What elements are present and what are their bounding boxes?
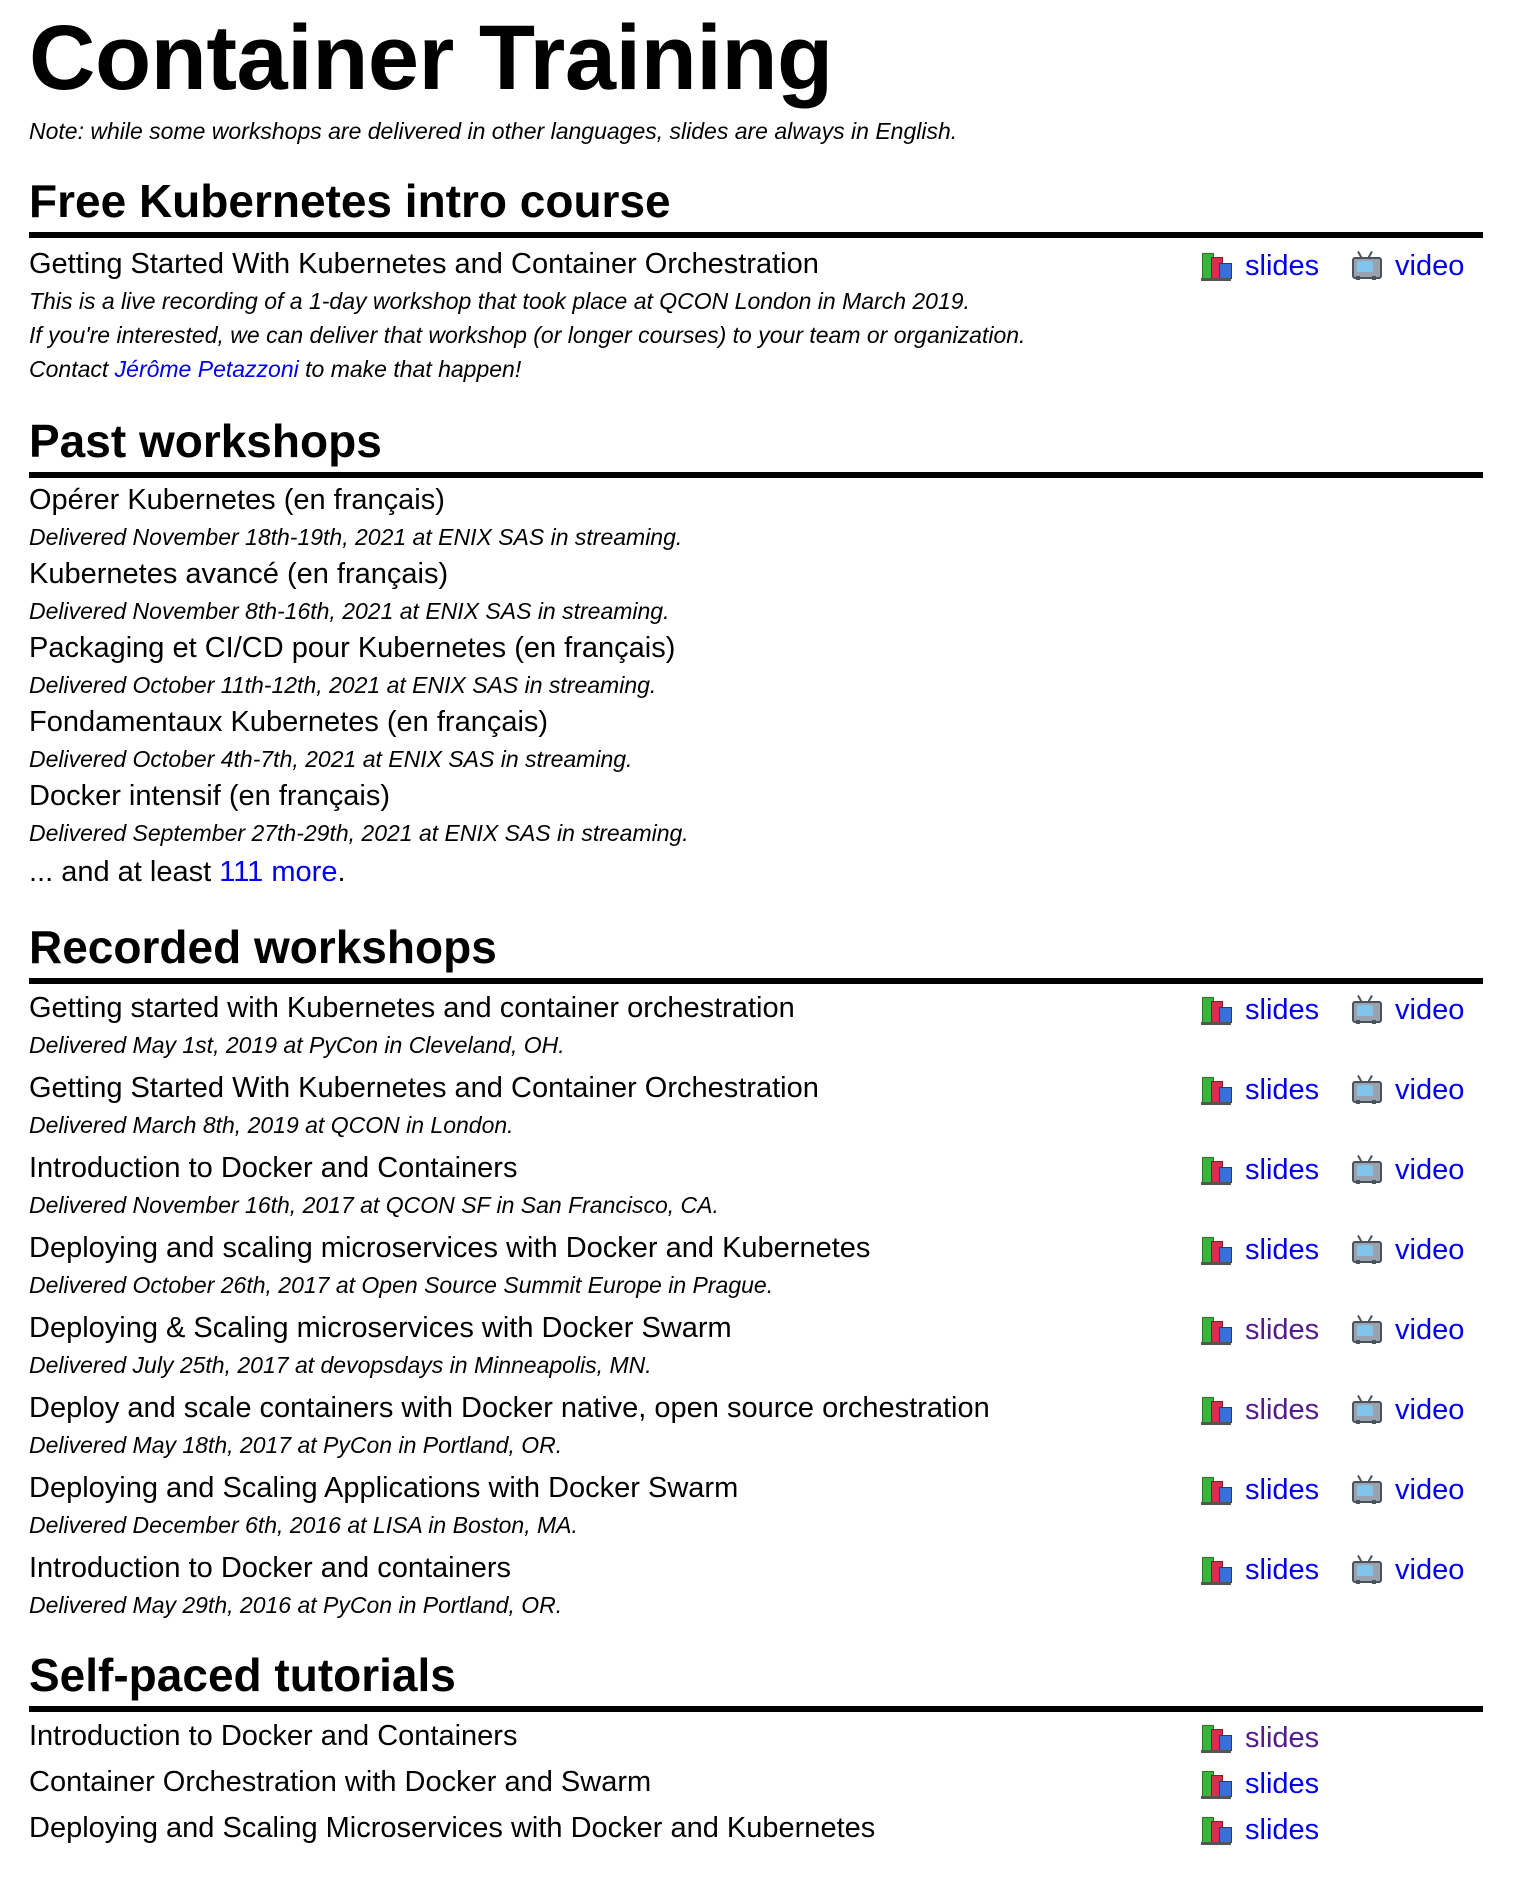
books-icon [1201,995,1231,1025]
recorded-desc: Delivered October 26th, 2017 at Open Source Summit Europe in Prague. [29,1272,774,1298]
free-course-links [1201,244,1483,286]
recorded-desc: Delivered May 1st, 2019 at PyCon in Cleveland, OH. [29,1032,565,1058]
books-icon [1201,251,1231,281]
list-item [29,554,1483,628]
free-course-line2: If you're interested, we can deliver that workshop (or longer courses) to your team or organization. [29,322,1026,348]
video-label: video [1395,250,1465,282]
slides-link[interactable] [1201,1390,1351,1430]
selfpaced-title: Container Orchestration with Docker and Swarm [29,1766,652,1798]
table-row [29,1808,1483,1854]
slides-label: slides [1245,1768,1320,1800]
tv-icon [1351,1475,1381,1505]
video-link[interactable] [1351,1390,1464,1430]
free-course-section [29,174,1483,386]
past-section [29,414,1483,892]
tv-icon [1351,1155,1381,1185]
contact-post: to make that happen! [298,356,522,382]
recorded-title: Deploying and scaling microservices with Docker and Kubernetes [29,1232,871,1264]
slides-label: slides [1245,1474,1320,1506]
video-label: video [1395,994,1465,1026]
tv-icon [1351,1395,1381,1425]
recorded-section [29,920,1483,1628]
recorded-desc: Delivered December 6th, 2016 at LISA in Boston, MA. [29,1512,578,1538]
video-label: video [1395,1314,1465,1346]
tv-icon [1351,1075,1381,1105]
slides-link[interactable] [1201,246,1351,286]
tv-icon [1351,995,1381,1025]
books-icon [1201,1155,1231,1185]
table-row [29,1308,1483,1388]
selfpaced-list [29,1716,1483,1854]
list-item [29,776,1483,850]
free-course-row [29,244,1483,386]
slides-label: slides [1245,1314,1320,1346]
recorded-desc: Delivered May 29th, 2016 at PyCon in Portland, OR. [29,1592,563,1618]
video-link[interactable] [1351,1470,1464,1510]
books-icon [1201,1235,1231,1265]
selfpaced-section [29,1648,1483,1854]
past-list [29,480,1483,892]
selfpaced-heading: Self-paced tutorials [29,1648,1483,1712]
slides-link[interactable] [1201,1070,1351,1110]
video-link[interactable] [1351,1150,1464,1190]
past-title: Fondamentaux Kubernetes (en français) [29,706,549,738]
past-title: Kubernetes avancé (en français) [29,558,449,590]
books-icon [1201,1315,1231,1345]
tv-icon [1351,1315,1381,1345]
video-link[interactable] [1351,1310,1464,1350]
recorded-desc: Delivered July 25th, 2017 at devopsdays in Minneapolis, MN. [29,1352,652,1378]
slides-link[interactable] [1201,1150,1351,1190]
slides-link[interactable] [1201,1718,1351,1758]
tv-icon [1351,1235,1381,1265]
recorded-title: Deploy and scale containers with Docker native, open source orchestration [29,1392,990,1424]
books-icon [1201,1723,1231,1753]
recorded-heading: Recorded workshops [29,920,1483,984]
video-label: video [1395,1554,1465,1586]
table-row [29,1762,1483,1808]
video-link[interactable] [1351,990,1464,1030]
slides-label: slides [1245,1722,1320,1754]
page-title: Container Training [29,7,833,109]
free-course-title: Getting Started With Kubernetes and Container Orchestration [29,248,819,280]
recorded-title: Deploying and Scaling Applications with Docker Swarm [29,1472,739,1504]
tv-icon [1351,251,1381,281]
past-desc: Delivered October 11th-12th, 2021 at ENIX SAS in streaming. [29,672,657,698]
video-label: video [1395,1234,1465,1266]
slides-label: slides [1245,1814,1320,1846]
slides-label: slides [1245,1234,1320,1266]
table-row [29,1148,1483,1228]
contact-pre: Contact [29,356,115,382]
past-title: Packaging et CI/CD pour Kubernetes (en français) [29,632,676,664]
past-heading: Past workshops [29,414,1483,478]
slides-link[interactable] [1201,1550,1351,1590]
past-desc: Delivered October 4th-7th, 2021 at ENIX SAS in streaming. [29,746,633,772]
video-link[interactable] [1351,1550,1464,1590]
contact-link[interactable]: Jérôme Petazzoni [114,356,299,382]
table-row [29,1388,1483,1468]
selfpaced-title: Introduction to Docker and Containers [29,1720,518,1752]
recorded-title: Getting Started With Kubernetes and Container Orchestration [29,1072,819,1104]
past-desc: Delivered November 8th-16th, 2021 at ENIX SAS in streaming. [29,598,670,624]
video-link[interactable] [1351,246,1464,286]
more-link[interactable]: 111 more [219,856,338,888]
table-row [29,1228,1483,1308]
books-icon [1201,1815,1231,1845]
past-desc: Delivered November 18th-19th, 2021 at ENIX SAS in streaming. [29,524,683,550]
slides-link[interactable] [1201,1230,1351,1270]
list-item [29,702,1483,776]
list-item [29,628,1483,702]
slides-link[interactable] [1201,990,1351,1030]
slides-link[interactable] [1201,1764,1351,1804]
slides-link[interactable] [1201,1470,1351,1510]
table-row [29,1468,1483,1548]
recorded-title: Getting started with Kubernetes and container orchestration [29,992,795,1024]
recorded-title: Introduction to Docker and Containers [29,1152,518,1184]
language-note: Note: while some workshops are delivered in other languages, slides are always in English. [29,118,958,144]
books-icon [1201,1555,1231,1585]
slides-link[interactable] [1201,1810,1351,1850]
past-title: Opérer Kubernetes (en français) [29,484,445,516]
slides-label: slides [1245,1154,1320,1186]
recorded-title: Introduction to Docker and containers [29,1552,511,1584]
table-row [29,1548,1483,1628]
more-pre: ... and at least [29,856,220,888]
video-link[interactable] [1351,1070,1464,1110]
books-icon [1201,1075,1231,1105]
free-course-heading: Free Kubernetes intro course [29,174,1483,238]
video-label: video [1395,1154,1465,1186]
slides-label: slides [1245,1554,1320,1586]
books-icon [1201,1475,1231,1505]
books-icon [1201,1769,1231,1799]
slides-label: slides [1245,994,1320,1026]
video-label: video [1395,1394,1465,1426]
more-post: . [337,856,346,888]
video-link[interactable] [1351,1230,1464,1270]
table-row [29,1716,1483,1762]
slides-label: slides [1245,1074,1320,1106]
more-line [29,852,1483,892]
recorded-desc: Delivered May 18th, 2017 at PyCon in Portland, OR. [29,1432,563,1458]
video-label: video [1395,1074,1465,1106]
slides-label: slides [1245,1394,1320,1426]
selfpaced-title: Deploying and Scaling Microservices with Docker and Kubernetes [29,1812,876,1844]
free-course-line1: This is a live recording of a 1-day workshop that took place at QCON London in March 2019. [29,288,970,314]
recorded-desc: Delivered November 16th, 2017 at QCON SF in San Francisco, CA. [29,1192,719,1218]
table-row [29,1068,1483,1148]
past-desc: Delivered September 27th-29th, 2021 at ENIX SAS in streaming. [29,820,689,846]
tv-icon [1351,1555,1381,1585]
free-course-contact [29,352,1201,386]
recorded-title: Deploying & Scaling microservices with Docker Swarm [29,1312,732,1344]
slides-label: slides [1245,250,1320,282]
recorded-list [29,988,1483,1628]
books-icon [1201,1395,1231,1425]
recorded-desc: Delivered March 8th, 2019 at QCON in London. [29,1112,514,1138]
slides-link[interactable] [1201,1310,1351,1350]
table-row [29,988,1483,1068]
list-item [29,480,1483,554]
past-title: Docker intensif (en français) [29,780,391,812]
video-label: video [1395,1474,1465,1506]
